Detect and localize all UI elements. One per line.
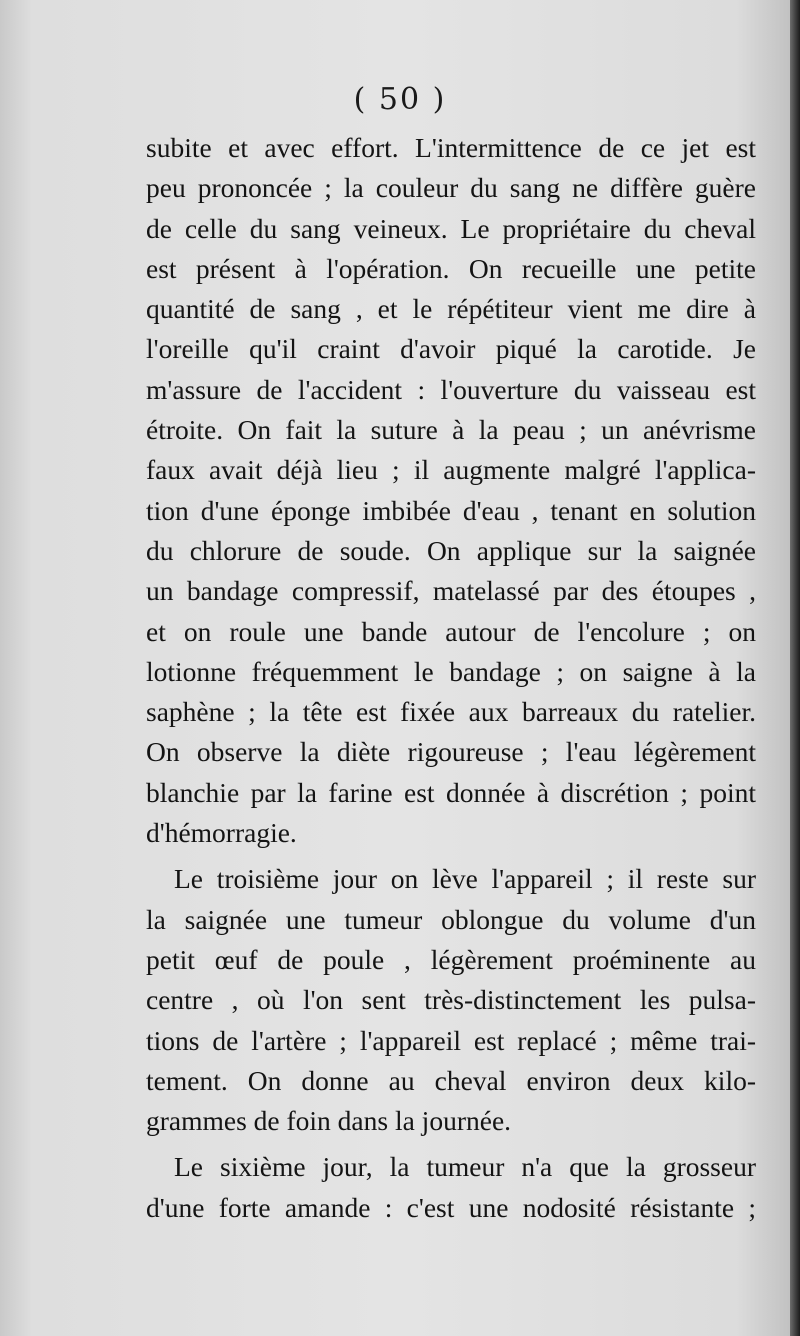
page-number: ( 50 ) xyxy=(353,82,447,117)
paragraph-2 xyxy=(146,859,756,1141)
text-line: saphène ; la tête est fixée aux barreaux du ratelier. xyxy=(146,696,756,728)
text-line: Le troisième jour on lève l'appareil ; il reste sur xyxy=(174,863,756,895)
body-text xyxy=(146,128,756,1228)
text-line: Le sixième jour, la tumeur n'a que la grosseur xyxy=(174,1151,756,1183)
text-line: tion d'une éponge imbibée d'eau , tenant en solution xyxy=(146,494,756,526)
text-line: est présent à l'opération. On recueille une petite xyxy=(146,252,756,284)
text-line: du chlorure de soude. On applique sur la saignée xyxy=(146,534,756,566)
text-line: peu prononcée ; la couleur du sang ne diffère guère xyxy=(146,172,756,204)
paragraph-3 xyxy=(146,1147,756,1228)
page-edge-shadow xyxy=(790,0,800,1336)
text-line: subite et avec effort. L'intermittence de ce jet est xyxy=(146,132,756,163)
text-line: la saignée une tumeur oblongue du volume d'un xyxy=(146,903,756,935)
text-line: On observe la diète rigoureuse ; l'eau légèrement xyxy=(146,736,756,768)
text-line: d'une forte amande : c'est une nodosité résistante ; xyxy=(146,1191,756,1223)
text-line: de celle du sang veineux. Le propriétaire du cheval xyxy=(146,212,756,244)
text-line: lotionne fréquemment le bandage ; on saigne à la xyxy=(146,655,756,687)
text-line: tement. On donne au cheval environ deux kilo- xyxy=(146,1064,756,1096)
text-line: tions de l'artère ; l'appareil est replacé ; même trai- xyxy=(146,1024,756,1056)
text-line: faux avait déjà lieu ; il augmente malgré l'applica- xyxy=(146,454,756,486)
text-line: d'hémorragie. xyxy=(146,817,297,849)
paragraph-1 xyxy=(146,128,756,853)
text-line: un bandage compressif, matelassé par des étoupes , xyxy=(146,575,756,607)
text-line: et on roule une bande autour de l'encolure ; on xyxy=(146,615,756,647)
text-line: blanchie par la farine est donnée à discrétion ; point xyxy=(146,776,756,808)
text-line: quantité de sang , et le répétiteur vient me dire à xyxy=(146,293,756,325)
text-line: centre , où l'on sent très-distinctement les pulsa- xyxy=(146,984,756,1016)
text-line: grammes de foin dans la journée. xyxy=(146,1105,512,1137)
text-line: m'assure de l'accident : l'ouverture du vaisseau est xyxy=(146,373,756,405)
text-line: petit œuf de poule , légèrement proéminente au xyxy=(146,943,756,975)
text-line: l'oreille qu'il craint d'avoir piqué la carotide. Je xyxy=(146,333,756,365)
text-line: étroite. On fait la suture à la peau ; un anévrisme xyxy=(146,414,756,446)
